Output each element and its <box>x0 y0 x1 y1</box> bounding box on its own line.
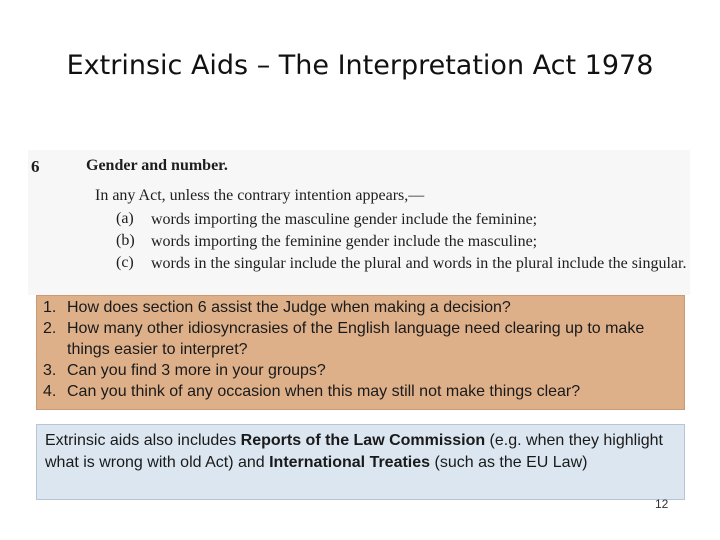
clause-text: words in the singular include the plural and words in the plural include the singular. <box>151 255 687 272</box>
info-text: Extrinsic aids also includes <box>45 432 241 449</box>
section-number: 6 <box>31 157 40 176</box>
questions-box <box>36 295 685 410</box>
section-heading: Gender and number. <box>86 157 228 174</box>
page-number: 12 <box>655 497 669 511</box>
clause-label: (b) <box>116 232 135 249</box>
info-text: (such as the EU Law) <box>430 454 588 471</box>
clause-a <box>116 210 538 228</box>
statute-excerpt <box>28 150 690 295</box>
clause-label: (a) <box>116 210 134 227</box>
question-number: 3. <box>43 362 57 379</box>
section-intro: In any Act, unless the contrary intention appears,— <box>95 187 425 204</box>
question-number: 1. <box>43 299 57 316</box>
clause-text: words importing the feminine gender include the masculine; <box>151 233 538 250</box>
info-bold-treaties: International Treaties <box>269 454 431 471</box>
clause-text: words importing the masculine gender include the feminine; <box>151 211 538 228</box>
clause-b <box>116 232 538 250</box>
clause-c <box>116 254 687 272</box>
slide-title: Extrinsic Aids – The Interpretation Act 1978 <box>66 50 654 81</box>
question-text: How does section 6 assist the Judge when making a decision? <box>67 299 511 316</box>
question-number: 2. <box>43 320 57 337</box>
extrinsic-aids-info-box <box>36 424 685 500</box>
question-number: 4. <box>43 383 57 400</box>
info-text: (e.g. when they highlight what is wrong with old Act) and <box>45 432 663 471</box>
info-bold-law-commission: Reports of the Law Commission <box>240 432 486 449</box>
question-text: How many other idiosyncrasies of the English language need clearing up to make things easier to interpret? <box>67 320 645 358</box>
clause-label: (c) <box>116 254 134 271</box>
question-text: Can you think of any occasion when this may still not make things clear? <box>67 383 581 400</box>
question-text: Can you find 3 more in your groups? <box>67 362 326 379</box>
